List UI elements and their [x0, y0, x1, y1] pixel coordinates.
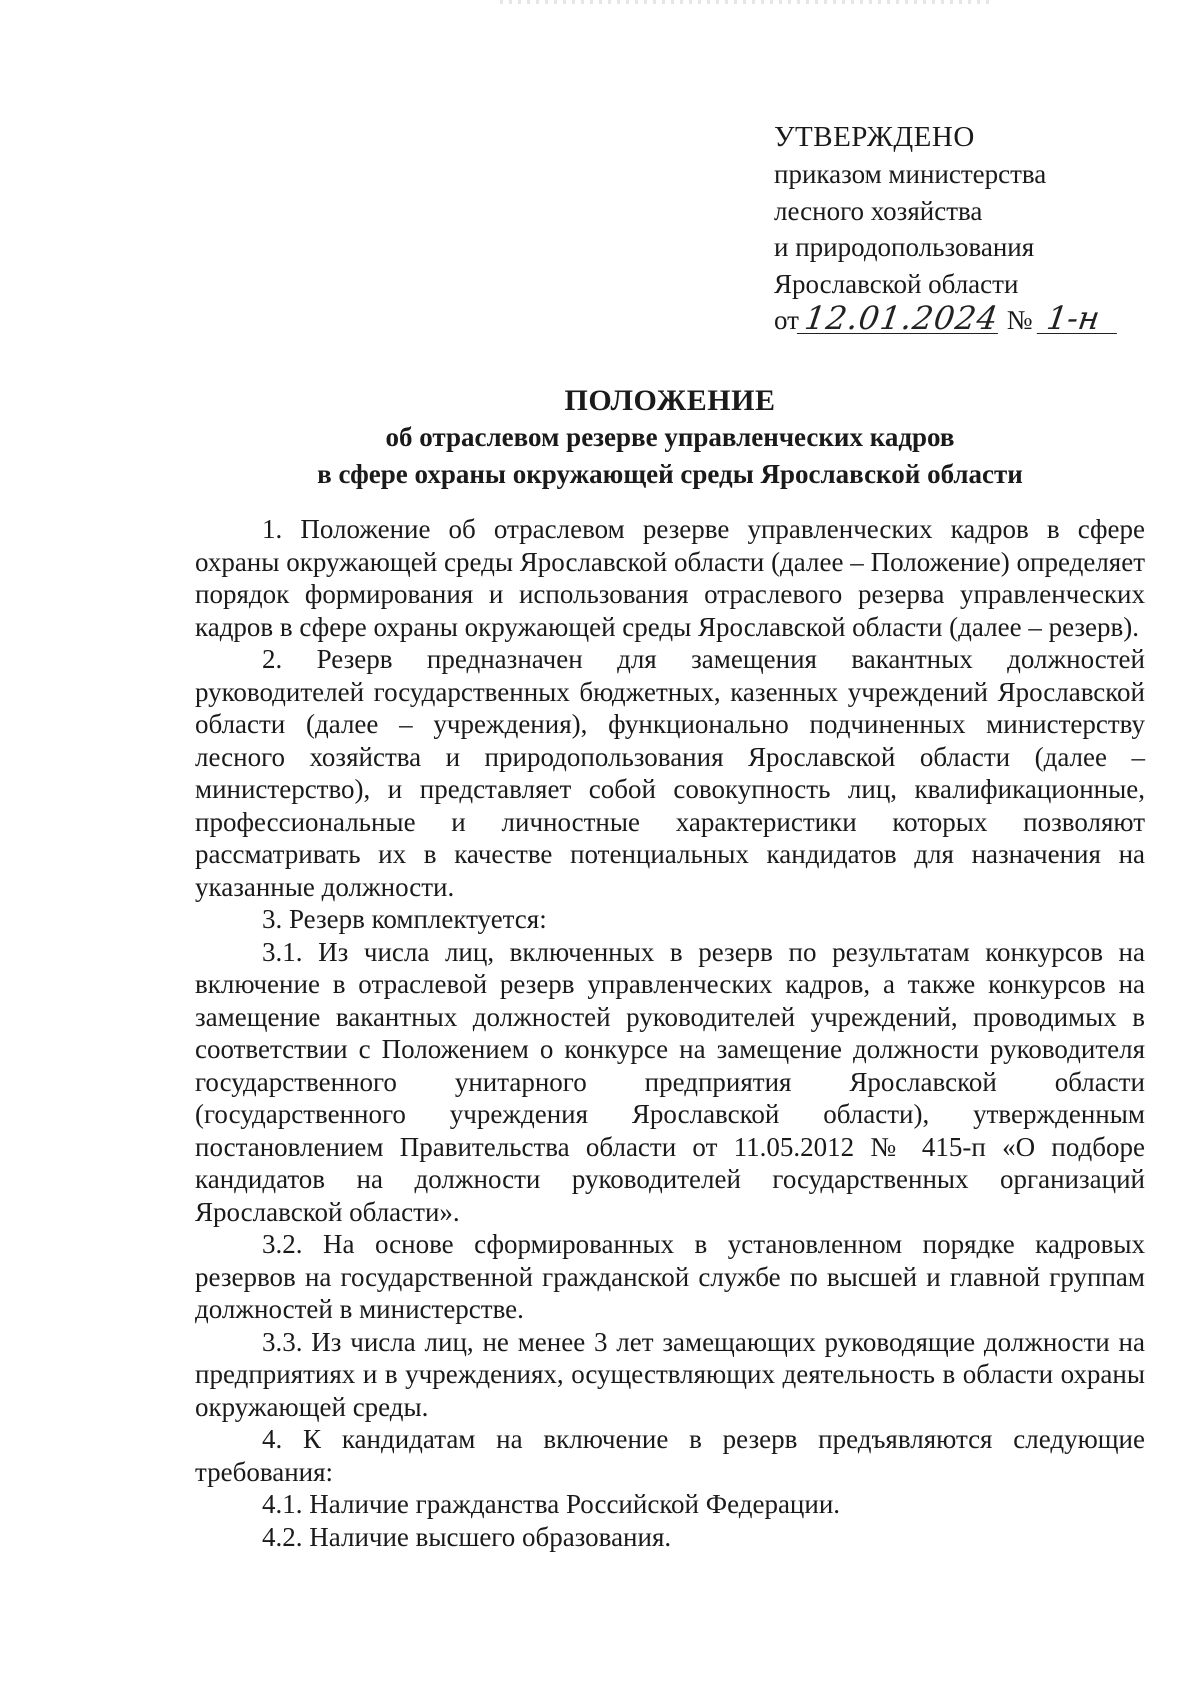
approval-line: лесного хозяйства: [774, 195, 983, 226]
handwritten-date: 12.01.2024: [797, 303, 1002, 334]
date-prefix: от: [774, 305, 799, 335]
document-body: [195, 513, 1145, 1553]
document-title: ПОЛОЖЕНИЕ: [564, 384, 776, 417]
number-sign: №: [1006, 305, 1033, 335]
scan-artifact: [500, 0, 990, 4]
paragraph-3-2: 3.2. На основе сформированных в установленном порядке кадровых резервов на государственной гражданской службе по высшей и главной группам должностей в министерстве.: [195, 1229, 1145, 1324]
document-subtitle-line: в сфере охраны окружающей среды Ярославской области: [317, 459, 1023, 489]
approval-line: и природопользования: [774, 232, 1035, 262]
paragraph-1: 1. Положение об отраслевом резерве управленческих кадров в сфере охраны окружающей среды Ярославской области (далее – Положение) определяет порядок формирования и использования отраслевого резерва управленческих кадров в сфере охраны окружающей среды Ярославской области (далее – резерв).: [195, 514, 1145, 642]
approval-date-number-line: [774, 299, 1174, 339]
paragraph-3: 3. Резерв комплектуется:: [262, 904, 547, 934]
paragraph-2: 2. Резерв предназначен для замещения вакантных должностей руководителей государственных бюджетных, казенных учреждений Ярославской области (далее – учреждения), функционально подчиненных министерству лесного хозяйства и природопользования Ярославской области (далее – министерство), и представляет собой совокупность лиц, квалификационные, профессиональные и личностные характеристики которых позволяют рассматривать их в качестве потенциальных кандидатов для назначения на указанные должности.: [195, 644, 1145, 902]
approval-line: приказом министерства: [774, 159, 1047, 189]
document-heading: [200, 383, 1140, 493]
approval-title: УТВЕРЖДЕНО: [774, 121, 975, 153]
paragraph-4: 4. К кандидатам на включение в резерв предъявляются следующие требования:: [195, 1424, 1145, 1487]
handwritten-number: 1-н: [1037, 303, 1121, 334]
paragraph-4-1: 4.1. Наличие гражданства Российской Федерации.: [262, 1489, 841, 1519]
approval-stamp: [774, 118, 1174, 339]
paragraph-3-1: 3.1. Из числа лиц, включенных в резерв по результатам конкурсов на включение в отраслевой резерв управленческих кадров, а также конкурсов на замещение вакантных должностей руководителей учреждений, проводимых в соответствии с Положением о конкурсе на замещение должности руководителя государственного унитарного предприятия Ярославской области (государственного учреждения Ярославской области), утвержденным постановлением Правительства области от 11.05.2012 № 415-п «О подборе кандидатов на должности руководителей государственных организаций Ярославской области».: [195, 936, 1145, 1227]
paragraph-3-3: 3.3. Из числа лиц, не менее 3 лет замещающих руководящие должности на предприятиях и в учреждениях, осуществляющих деятельность в области охраны окружающей среды.: [195, 1326, 1145, 1422]
approval-line: Ярославской области: [774, 268, 1019, 299]
document-subtitle-line: об отраслевом резерве управленческих кадров: [385, 422, 955, 452]
paragraph-4-2: 4.2. Наличие высшего образования.: [262, 1521, 672, 1552]
